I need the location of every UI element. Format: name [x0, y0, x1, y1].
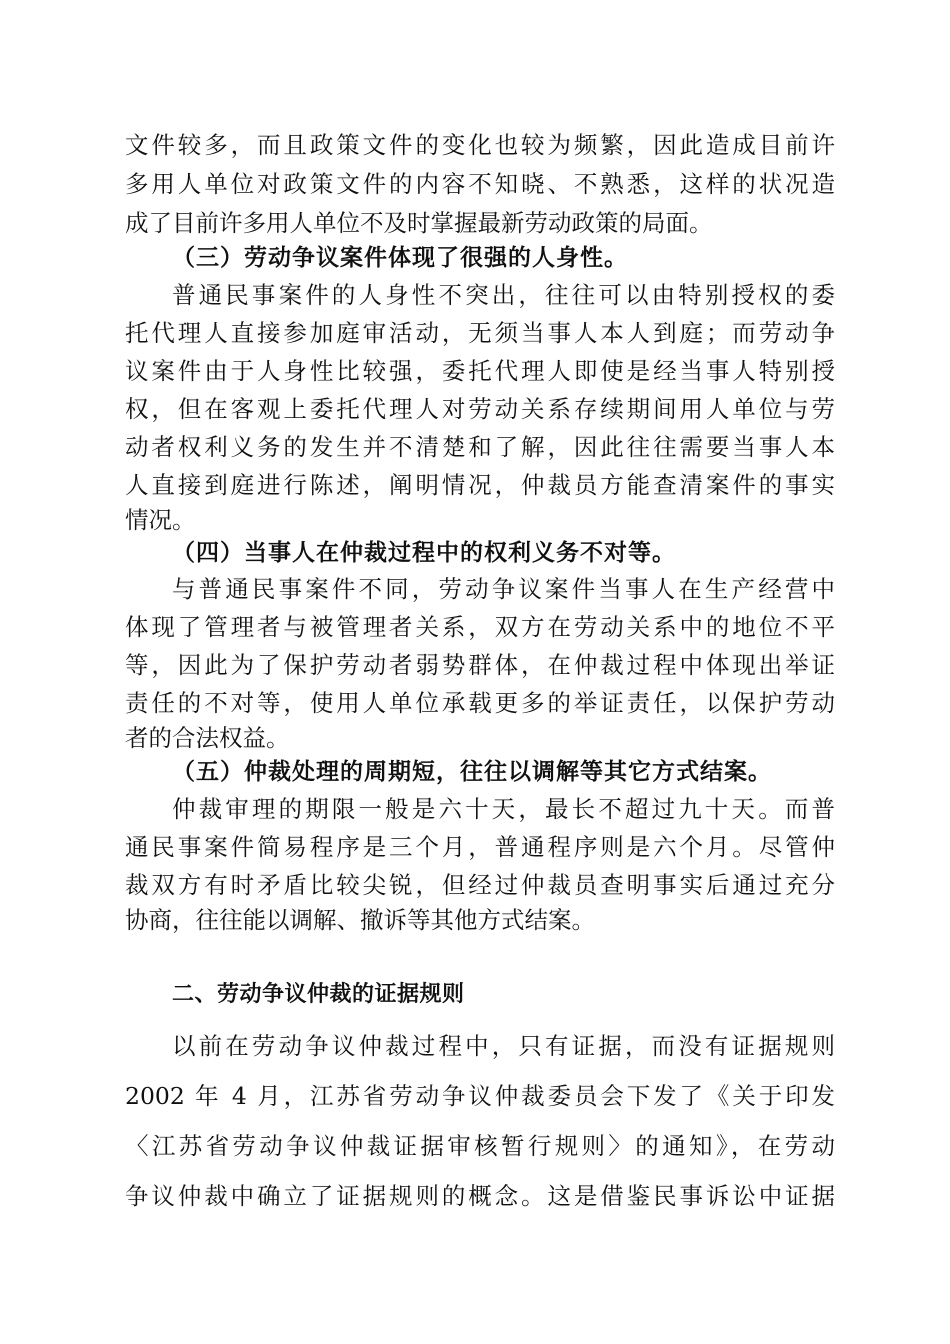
body-text-line: 议案件由于人身性比较强，委托代理人即使是经当事人特别授: [125, 357, 835, 385]
body-text-line: 人直接到庭进行陈述，阐明情况，仲裁员方能查清案件的事实: [125, 471, 835, 499]
body-text-line: 与普通民事案件不同，劳动争议案件当事人在生产经营中: [172, 575, 835, 603]
body-text-line: 争议仲裁中确立了证据规则的概念。这是借鉴民事诉讼中证据: [125, 1182, 835, 1210]
body-text-line: 情况。: [125, 506, 196, 534]
body-text-line: 多用人单位对政策文件的内容不知晓、不熟悉，这样的状况造: [125, 170, 835, 198]
body-text-line: 2002 年 4 月，江苏省劳动争议仲裁委员会下发了《关于印发: [125, 1082, 835, 1110]
body-text-line: 裁双方有时矛盾比较尖锐，但经过仲裁员查明事实后通过充分: [125, 871, 835, 899]
body-text-line: 普通民事案件的人身性不突出，往往可以由特别授权的委: [172, 281, 835, 309]
body-text-line: 托代理人直接参加庭审活动，无须当事人本人到庭；而劳动争: [125, 319, 835, 347]
body-text-line: 体现了管理者与被管理者关系，双方在劳动关系中的地位不平: [125, 613, 835, 641]
body-text-line: 文件较多，而且政策文件的变化也较为频繁，因此造成目前许: [125, 131, 835, 159]
body-text-line: 等，因此为了保护劳动者弱势群体，在仲裁过程中体现出举证: [125, 651, 835, 679]
body-text-line: 以前在劳动争议仲裁过程中，只有证据，而没有证据规则: [172, 1032, 835, 1060]
body-text-line: 〈江苏省劳动争议仲裁证据审核暂行规则〉的通知》，在劳动: [125, 1132, 835, 1160]
body-text-line: 动者权利义务的发生并不清楚和了解，因此往往需要当事人本: [125, 433, 835, 461]
body-text-line: 协商，往往能以调解、撤诉等其他方式结案。: [125, 906, 595, 934]
body-text-line: 责任的不对等，使用人单位承载更多的举证责任，以保护劳动: [125, 689, 835, 717]
subheading-4: （四）当事人在仲裁过程中的权利义务不对等。: [172, 540, 676, 566]
body-text-line: 通民事案件简易程序是三个月，普通程序则是六个月。尽管仲: [125, 833, 835, 861]
body-text-line: 权，但在客观上委托代理人对劳动关系存续期间用人单位与劳: [125, 395, 835, 423]
body-text-line: 成了目前许多用人单位不及时掌握最新劳动政策的局面。: [125, 209, 713, 237]
subheading-3: （三）劳动争议案件体现了很强的人身性。: [172, 245, 628, 271]
subheading-5: （五）仲裁处理的周期短，往往以调解等其它方式结案。: [172, 759, 772, 785]
body-text-line: 者的合法权益。: [125, 724, 290, 752]
section-heading: 二、劳动争议仲裁的证据规则: [172, 982, 465, 1007]
body-text-line: 仲裁审理的期限一般是六十天，最长不超过九十天。而普: [172, 795, 835, 823]
